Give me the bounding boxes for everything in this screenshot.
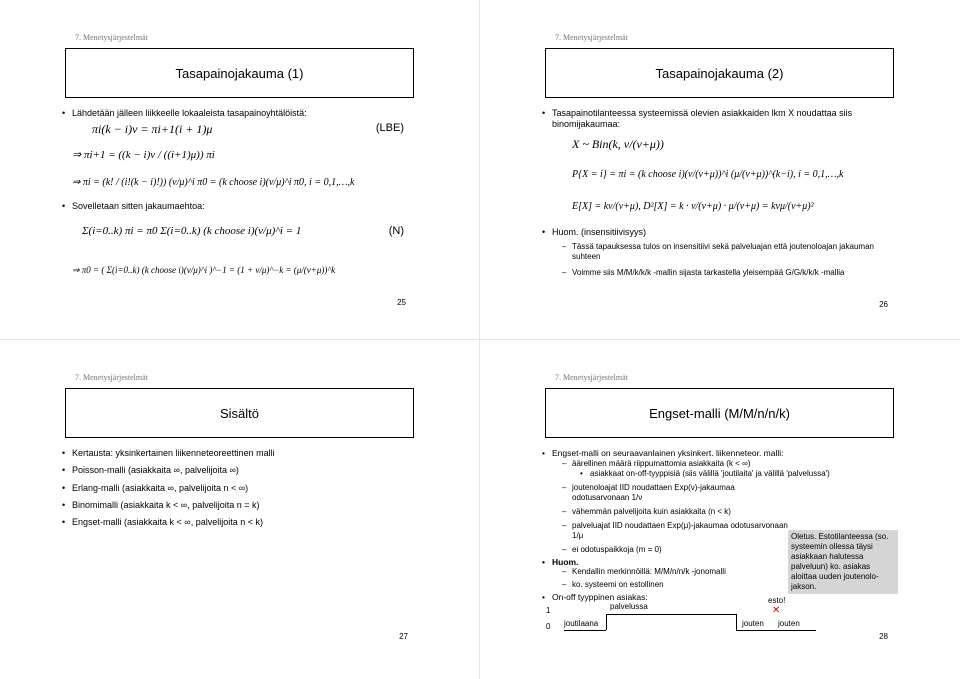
timeline-idle bbox=[736, 630, 816, 631]
page-number: 28 bbox=[879, 632, 888, 641]
formula-solution: ⇒ πi = (k! / (i!(k − i)!)) (ν/μ)^i π0 = (k choose i)(ν/μ)^i π0, i = 0,1,…,k bbox=[72, 177, 355, 189]
bullet-text: • Huom. bbox=[542, 557, 898, 568]
slide-27 bbox=[0, 340, 480, 679]
state-label-joutilaana: joutilaana bbox=[564, 619, 599, 628]
slide-28 bbox=[480, 340, 960, 679]
bullet-text: • Lähdetään jälleen liikkeelle lokaaleista tasapainoyhtälöistä: bbox=[62, 108, 418, 119]
formula-block-normalization bbox=[62, 213, 418, 303]
slide-content bbox=[62, 108, 418, 303]
note-box: Oletus. Estotilanteessa (so. systeemin ollessa täysi asiakkaan halutessa palveluun) ko. asiakas aloittaa uuden joutenolo-jakson. bbox=[788, 530, 898, 594]
bullet-text: • Sovelletaan sitten jakaumaehtoa: bbox=[62, 201, 418, 212]
sub-bullet: – ko. systeemi on estollinen bbox=[562, 580, 898, 590]
formula-pmf: P{X = i} = πi = (k choose i)(ν/(ν+μ))^i (μ/(ν+μ))^(k−i), i = 0,1,…,k bbox=[572, 168, 844, 180]
sub-bullet: – ei odotuspaikkoja (m = 0) bbox=[562, 545, 792, 555]
formula-normalization: Σ(i=0..k) πi = π0 Σ(i=0..k) (k choose i)(ν/μ)^i = 1 bbox=[82, 224, 302, 237]
bullet-text: • Erlang-malli (asiakkaita ∞, palvelijoita n < ∞) bbox=[62, 483, 418, 494]
axis-label-1: 1 bbox=[546, 606, 551, 615]
bullet-text: • Engset-malli on seuraavanlainen yksinkert. liikenneteor. malli: bbox=[542, 448, 898, 459]
state-label-jouten: jouten bbox=[778, 619, 800, 628]
timeline-idle bbox=[564, 630, 606, 631]
formula-moments: E[X] = kν/(ν+μ), D²[X] = k · ν/(ν+μ) · μ/(ν+μ) = kνμ/(ν+μ)² bbox=[572, 200, 814, 212]
bullet-text: • Binomimalli (asiakkaita k < ∞, palvelijoita n = k) bbox=[62, 500, 418, 511]
bullet-text: • Tasapainotilanteessa systeemissä olevien asiakkaiden lkm X noudattaa siis binomijakaumaa: bbox=[542, 108, 898, 131]
sub-bullet: – joutenoloajat IID noudattaen Exp(ν)-jakaumaa odotusarvonaan 1/ν bbox=[562, 483, 792, 503]
timeline-busy bbox=[606, 614, 736, 615]
sub-bullet: – palveluajat IID noudattaen Exp(μ)-jakaumaa odotusarvonaan 1/μ bbox=[562, 521, 792, 541]
slide-26 bbox=[480, 0, 960, 339]
bullet-text: • Kertausta: yksinkertainen liikenneteoreettinen malli bbox=[62, 448, 418, 459]
axis-label-0: 0 bbox=[546, 622, 551, 631]
chapter-label: 7. Menetysjärjestelmät bbox=[75, 33, 148, 42]
bullet-text: • Poisson-malli (asiakkaita ∞, palvelijoita ∞) bbox=[62, 465, 418, 476]
sub-bullet: – äärellinen määrä riippumattomia asiakkaita (k < ∞) bbox=[562, 459, 898, 469]
sub-sub-bullet: • asiakkaat on-off-tyyppisiä (siis välillä 'joutilaita' ja välillä 'palvelussa') bbox=[580, 469, 898, 479]
formula-lbe: πi(k − i)ν = πi+1(i + 1)μ bbox=[92, 122, 213, 137]
chapter-label: 7. Menetysjärjestelmät bbox=[555, 33, 628, 42]
chapter-label: 7. Menetysjärjestelmät bbox=[555, 373, 628, 382]
block-label: esto! bbox=[768, 596, 786, 605]
slide-title: Tasapainojakauma (2) bbox=[545, 48, 894, 98]
cross-icon: ✕ bbox=[772, 605, 781, 616]
slide-title: Sisältö bbox=[65, 388, 414, 438]
chapter-label: 7. Menetysjärjestelmät bbox=[75, 373, 148, 382]
sub-bullet: – Kendallin merkinnöillä: M/M/n/n/k -jonomalli bbox=[562, 567, 898, 577]
slide-content bbox=[62, 448, 418, 534]
page-number: 27 bbox=[399, 632, 408, 641]
slide-25 bbox=[0, 0, 480, 339]
slide-title: Engset-malli (M/M/n/n/k) bbox=[545, 388, 894, 438]
formula-recursion: ⇒ πi+1 = ((k − i)ν / ((i+1)μ)) πi bbox=[72, 149, 215, 162]
bullet-text: • On-off tyyppinen asiakas: bbox=[542, 592, 898, 603]
formula-bin: X ~ Bin(k, ν/(ν+μ)) bbox=[572, 136, 664, 151]
timeline-step bbox=[736, 614, 737, 630]
state-label-jouten: jouten bbox=[742, 619, 764, 628]
formula-tag-n: (N) bbox=[388, 224, 404, 237]
formula-tag-lbe: (LBE) bbox=[375, 122, 404, 135]
sub-bullet: – vähemmän palvelijoita kuin asiakkaita (n < k) bbox=[562, 507, 792, 517]
page-number: 26 bbox=[879, 300, 888, 309]
slide-title: Tasapainojakauma (1) bbox=[65, 48, 414, 98]
bullet-text: • Huom. (insensitiivisyys) bbox=[542, 227, 898, 238]
sub-bullet: – Tässä tapauksessa tulos on insensitiivi sekä palveluajan että joutenoloajan jakauman suhteen bbox=[562, 242, 898, 262]
state-label-palvelussa: palvelussa bbox=[610, 602, 648, 611]
sub-bullet: – Voimme siis M/M/k/k/k -mallin sijasta tarkastella yleisempää G/G/k/k/k -mallia bbox=[562, 268, 898, 278]
formula-pi0: ⇒ π0 = ( Σ(i=0..k) (k choose i)(ν/μ)^i )^−1 = (1 + ν/μ)^−k = (μ/(ν+μ))^k bbox=[72, 264, 336, 275]
formula-block-lbe bbox=[62, 119, 418, 201]
page-number: 25 bbox=[397, 298, 406, 307]
slide-content bbox=[542, 108, 898, 278]
formula-block-binomial bbox=[542, 131, 898, 227]
bullet-text: • Engset-malli (asiakkaita k < ∞, palvelijoita n < k) bbox=[62, 517, 418, 528]
timeline-step bbox=[606, 614, 607, 630]
